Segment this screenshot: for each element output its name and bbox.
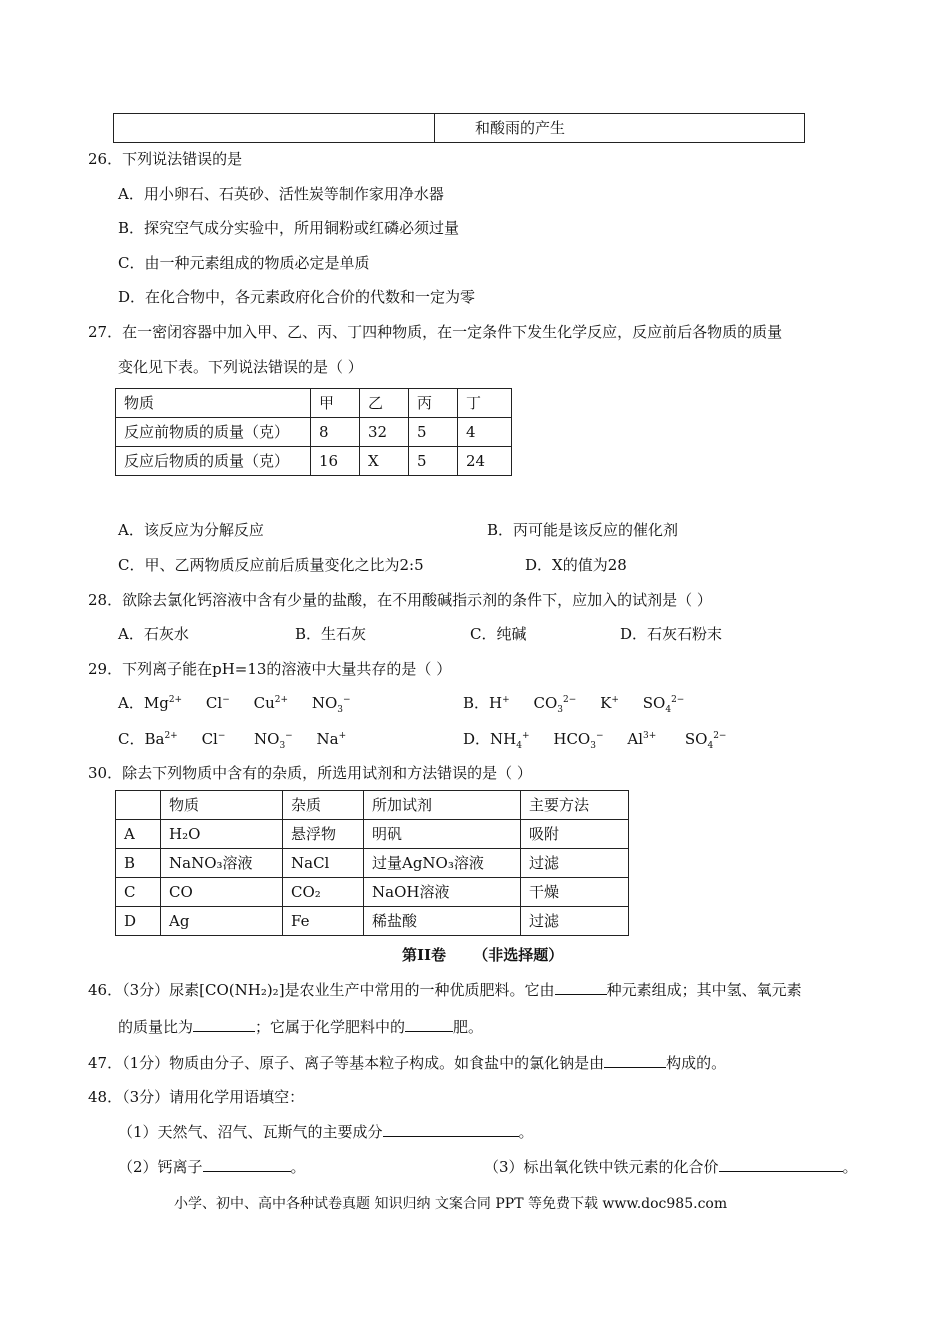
table-cell: Fe xyxy=(283,907,364,936)
q26-option-d: D．在化合物中，各元素政府化合价的代数和一定为零 xyxy=(118,288,476,306)
q48-period: 。 xyxy=(842,1158,858,1176)
q26-option-b: B．探究空气成分实验中，所用铜粉或红磷必须过量 xyxy=(118,219,460,237)
q46-blank-1[interactable] xyxy=(555,980,607,995)
table-header-cell: 杂质 xyxy=(283,791,364,820)
q47-text: 47．（1分）物质由分子、原子、离子等基本粒子构成。如食盐中的氯化钠是由 xyxy=(88,1054,605,1072)
table-cell: NaOH溶液 xyxy=(364,878,521,907)
table-row xyxy=(116,389,512,418)
table-row xyxy=(116,907,629,936)
table-cell: C xyxy=(116,878,161,907)
q29-stem: 29．下列离子能在pH=13的溶液中大量共存的是（ ） xyxy=(88,660,452,678)
table-header-cell: 所加试剂 xyxy=(364,791,521,820)
table-row xyxy=(116,878,629,907)
q30-stem: 30．除去下列物质中含有的杂质，所选用试剂和方法错误的是（ ） xyxy=(88,764,532,782)
q46-text: ；它属于化学肥料中的 xyxy=(255,1018,406,1036)
q27-stem-line1: 27．在一密闭容器中加入甲、乙、丙、丁四种物质，在一定条件下发生化学反应，反应前后各物质的质量 xyxy=(88,323,783,341)
q48-blank-1[interactable] xyxy=(383,1122,519,1137)
q48-stem: 48．（3分）请用化学用语填空： xyxy=(88,1088,305,1106)
table-cell: B xyxy=(116,849,161,878)
q26-stem: 26．下列说法错误的是 xyxy=(88,150,243,168)
table-cell: 反应后物质的质量（克） xyxy=(116,447,311,476)
q46-line1 xyxy=(88,979,802,1000)
table-cell: NaNO₃溶液 xyxy=(161,849,283,878)
page-footer: 小学、初中、高中各种试卷真题 知识归纳 文案合同 PPT 等免费下载 www.doc985.com xyxy=(174,1196,728,1212)
table-cell: 5 xyxy=(409,447,458,476)
table-cell: 过量AgNO₃溶液 xyxy=(364,849,521,878)
q46-line2 xyxy=(118,1016,483,1037)
q48-sub1-text: （1）天然气、沼气、瓦斯气的主要成分 xyxy=(118,1123,383,1141)
table-header-cell: 甲 xyxy=(311,389,360,418)
table-row xyxy=(116,791,629,820)
q27-stem-line2: 变化见下表。下列说法错误的是（ ） xyxy=(118,358,363,376)
q48-sub2 xyxy=(118,1156,306,1177)
q26-option-a: A．用小卵石、石英砂、活性炭等制作家用净水器 xyxy=(118,185,444,203)
top-table-right-cell: 和酸雨的产生 xyxy=(435,114,805,143)
q28-option-b: B．生石灰 xyxy=(295,625,367,643)
table-cell: 干燥 xyxy=(521,878,629,907)
q30-table xyxy=(115,790,629,936)
top-table-fragment xyxy=(113,113,805,143)
table-cell: X xyxy=(360,447,409,476)
q27-option-a: A．该反应为分解反应 xyxy=(118,521,264,539)
table-header-cell: 乙 xyxy=(360,389,409,418)
q29-option-b: B．H+ $CO_3^{2-}$ K+ $SO_4^{2-}$ xyxy=(463,694,685,715)
table-row xyxy=(116,849,629,878)
q29-option-c: C．$Ba^{2+}$ Cl− $NO_3^-$ Na+ xyxy=(118,730,347,751)
table-cell: 5 xyxy=(409,418,458,447)
table-header-cell: 物质 xyxy=(116,389,311,418)
q48-sub3 xyxy=(484,1156,858,1177)
table-cell: 过滤 xyxy=(521,907,629,936)
table-cell: 反应前物质的质量（克） xyxy=(116,418,311,447)
q27-option-b: B．丙可能是该反应的催化剂 xyxy=(487,521,679,539)
table-cell: 16 xyxy=(311,447,360,476)
q48-blank-2[interactable] xyxy=(203,1157,291,1172)
q26-option-c: C．由一种元素组成的物质必定是单质 xyxy=(118,254,370,272)
q46-blank-2[interactable] xyxy=(193,1017,255,1032)
q27-option-d: D．X的值为28 xyxy=(525,556,627,574)
q47-line xyxy=(88,1052,726,1073)
q48-sub2-text: （2）钙离子 xyxy=(118,1158,203,1176)
q46-text: 肥。 xyxy=(453,1018,484,1036)
top-table-left-cell xyxy=(114,114,435,143)
q29-option-a: A．$Mg^{2+}$ Cl− $Cu^{2+}$ $NO_3^-$ xyxy=(118,694,351,715)
table-cell: 8 xyxy=(311,418,360,447)
q29-option-c-label: C． xyxy=(118,730,145,748)
q46-text: 种元素组成；其中氢、氧元素 xyxy=(606,981,802,999)
q29-option-b-label: B． xyxy=(463,694,490,712)
table-cell: 悬浮物 xyxy=(283,820,364,849)
table-cell: 4 xyxy=(458,418,512,447)
table-cell: A xyxy=(116,820,161,849)
table-cell: CO₂ xyxy=(283,878,364,907)
q48-period: 。 xyxy=(290,1158,306,1176)
table-header-cell: 物质 xyxy=(161,791,283,820)
q27-mass-table xyxy=(115,388,512,476)
table-cell: 稀盐酸 xyxy=(364,907,521,936)
table-cell: 24 xyxy=(458,447,512,476)
table-cell: 明矾 xyxy=(364,820,521,849)
q48-period: 。 xyxy=(518,1123,534,1141)
q47-blank[interactable] xyxy=(604,1053,666,1068)
q27-option-c: C．甲、乙两物质反应前后质量变化之比为2:5 xyxy=(118,556,424,574)
q48-sub3-text: （3）标出氧化铁中铁元素的化合价 xyxy=(484,1158,719,1176)
table-cell: D xyxy=(116,907,161,936)
section-title-main: 第II卷 xyxy=(402,946,447,964)
q29-option-a-label: A． xyxy=(118,694,144,712)
q46-blank-3[interactable] xyxy=(405,1017,453,1032)
table-header-cell xyxy=(116,791,161,820)
table-row xyxy=(116,820,629,849)
table-cell: 过滤 xyxy=(521,849,629,878)
table-header-cell: 主要方法 xyxy=(521,791,629,820)
section-title xyxy=(402,944,563,965)
table-cell: CO xyxy=(161,878,283,907)
q28-option-a: A．石灰水 xyxy=(118,625,189,643)
table-cell: NaCl xyxy=(283,849,364,878)
table-cell: 吸附 xyxy=(521,820,629,849)
q46-text: 46．（3分）尿素[CO(NH₂)₂]是农业生产中常用的一种优质肥料。它由 xyxy=(88,981,555,999)
table-header-cell: 丙 xyxy=(409,389,458,418)
q28-option-d: D．石灰石粉末 xyxy=(620,625,723,643)
q47-text: 构成的。 xyxy=(666,1054,727,1072)
table-row xyxy=(116,447,512,476)
table-cell: Ag xyxy=(161,907,283,936)
q28-option-c: C．纯碱 xyxy=(470,625,527,643)
table-cell: 32 xyxy=(360,418,409,447)
table-row xyxy=(116,418,512,447)
q48-sub1 xyxy=(118,1121,534,1142)
q29-option-d: D．$NH_4^+$ $HCO_3^-$ $Al^{3+}$ $SO_4^{2-}$ xyxy=(463,730,727,751)
q29-option-d-label: D． xyxy=(463,730,491,748)
q28-stem: 28．欲除去氯化钙溶液中含有少量的盐酸，在不用酸碱指示剂的条件下，应加入的试剂是（ ） xyxy=(88,591,712,609)
q46-text: 的质量比为 xyxy=(118,1018,194,1036)
table-cell: H₂O xyxy=(161,820,283,849)
q48-blank-3[interactable] xyxy=(719,1157,843,1172)
table-header-cell: 丁 xyxy=(458,389,512,418)
section-title-sub: （非选择题） xyxy=(473,946,564,964)
